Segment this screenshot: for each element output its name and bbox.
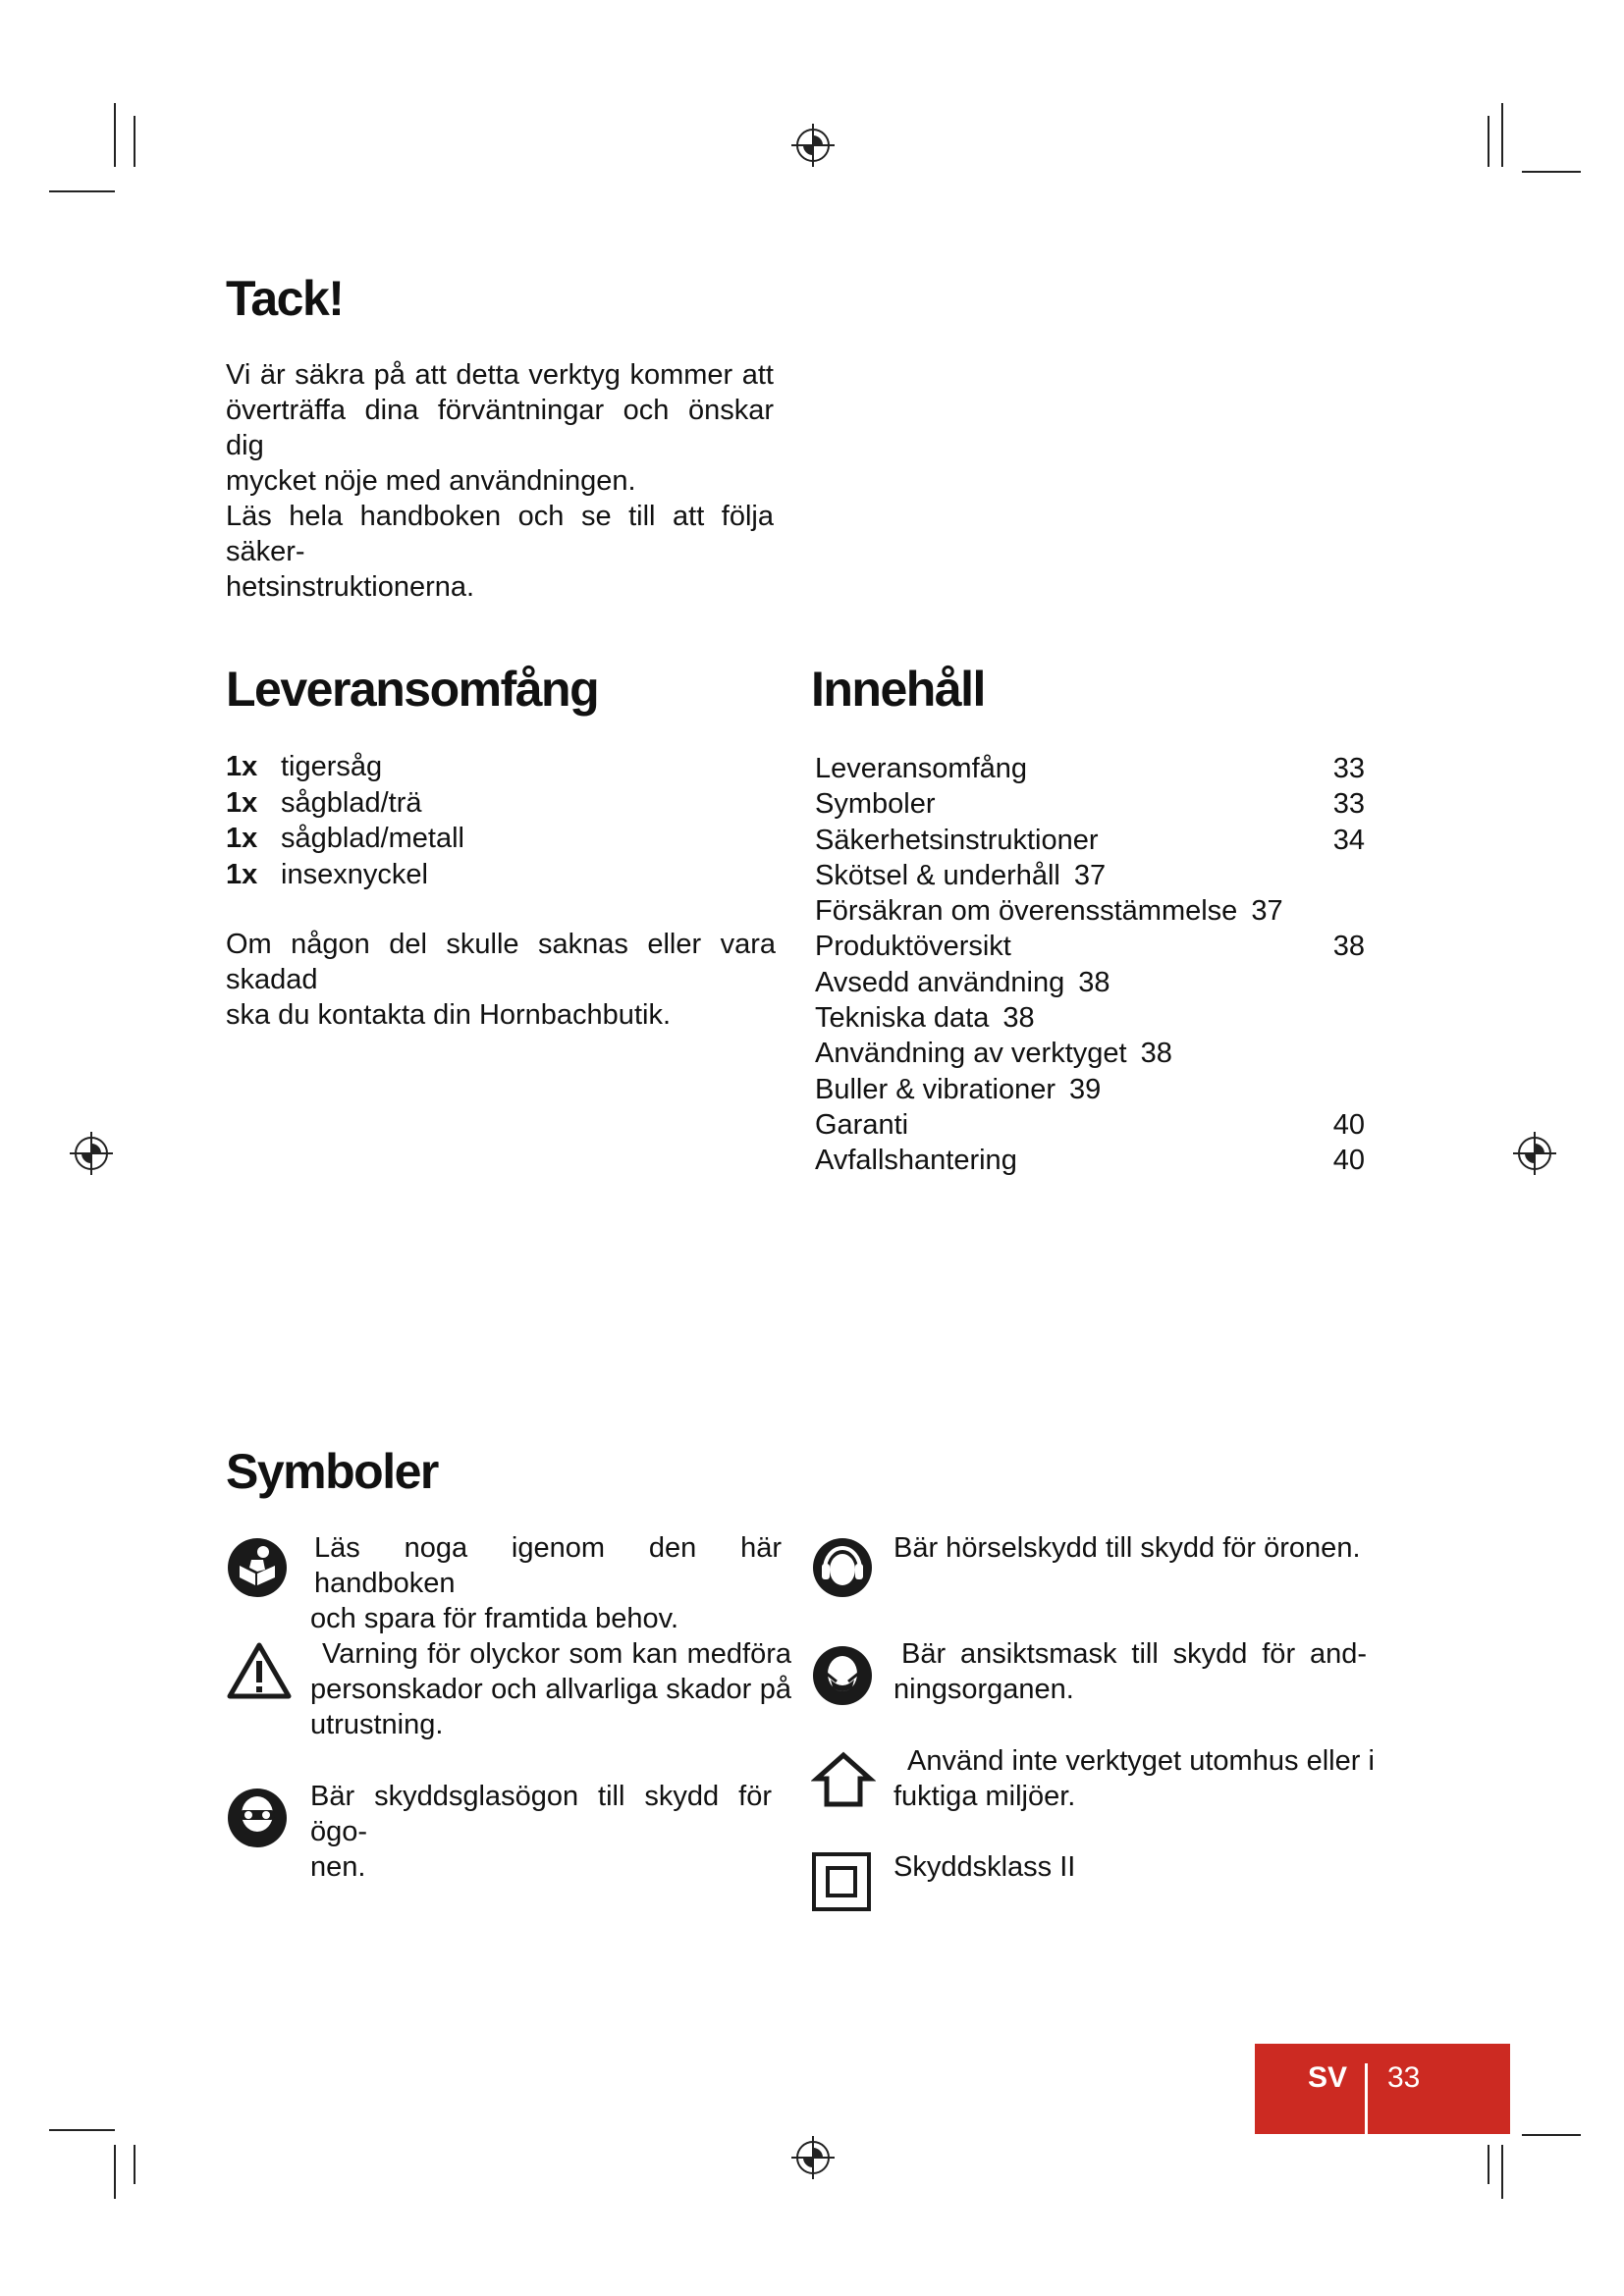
symbol-text (310, 1530, 782, 1636)
tack-line: mycket nöje med användningen. (226, 465, 636, 497)
toc-page: 33 (1332, 788, 1365, 821)
ear-protection-icon (811, 1536, 874, 1599)
toc-row[interactable] (815, 751, 1365, 786)
page-badge (1255, 2044, 1510, 2134)
symbol-line: Använd inte verktyget utomhus eller i (907, 1745, 1375, 1777)
toc-page: 38 (1002, 1002, 1035, 1035)
toc-page: 38 (1332, 931, 1365, 963)
toc-page: 34 (1332, 824, 1365, 856)
toc-row[interactable] (815, 786, 1365, 822)
item-name: sågblad/trä (281, 786, 422, 819)
toc-row[interactable] (815, 823, 1365, 858)
toc-label: Skötsel & underhåll (815, 859, 1060, 891)
list-item (226, 821, 464, 857)
face-mask-icon (811, 1644, 874, 1707)
toc-page: 40 (1332, 1108, 1365, 1141)
toc-label: Avsedd användning (815, 966, 1065, 998)
tack-line: Vi är säkra på att detta verktyg kommer att (226, 359, 774, 391)
toc-row[interactable] (815, 858, 1365, 893)
tack-heading: Tack! (226, 271, 344, 326)
toc-label: Säkerhetsinstruktioner (815, 824, 1099, 856)
toc-row[interactable] (815, 1072, 1365, 1107)
list-item (226, 785, 464, 822)
toc-page: 38 (1078, 966, 1110, 998)
toc-row[interactable] (815, 1036, 1365, 1071)
warning-triangle-icon (226, 1641, 293, 1700)
toc-label: Buller & vibrationer (815, 1073, 1056, 1105)
item-qty: 1x (226, 786, 258, 819)
leverans-note (226, 927, 776, 1033)
toc-page: 38 (1140, 1038, 1172, 1070)
symbol-line: Bär hörselskydd till skydd för öronen. (893, 1532, 1361, 1564)
toc-label: Användning av verktyget (815, 1038, 1127, 1070)
read-manual-icon (226, 1536, 289, 1599)
leverans-heading: Leveransomfång (226, 662, 599, 717)
protection-class-ii-icon (811, 1851, 872, 1912)
symbol-text (893, 1849, 1375, 1885)
symbol-text (893, 1530, 1375, 1566)
toc-page: 40 (1332, 1145, 1365, 1177)
item-name: sågblad/metall (281, 823, 464, 854)
symboler-heading: Symboler (226, 1444, 438, 1499)
note-line: Om någon del skulle saknas eller vara skadad (226, 929, 776, 995)
toc-page: 37 (1251, 895, 1283, 928)
symbol-text (310, 1636, 791, 1742)
language-code: SV (1308, 2061, 1348, 2094)
symbol-line: Läs noga igenom den här handboken (314, 1532, 782, 1599)
toc-row[interactable] (815, 1143, 1365, 1178)
symbol-line: nen. (310, 1851, 366, 1883)
symbol-line: Bär skyddsglasögon till skydd för ögo- (310, 1781, 772, 1847)
symbol-line: Varning för olyckor som kan medföra (322, 1638, 791, 1670)
page-number: 33 (1387, 2061, 1421, 2094)
list-item (226, 857, 464, 893)
symbol-line: och spara för framtida behov. (310, 1603, 679, 1634)
toc-page: 39 (1069, 1073, 1102, 1105)
item-qty: 1x (226, 751, 258, 782)
symbol-text (893, 1743, 1375, 1814)
table-of-contents (815, 751, 1365, 1179)
symbol-text (893, 1636, 1367, 1707)
no-outdoor-use-icon (811, 1749, 876, 1808)
toc-row[interactable] (815, 893, 1365, 929)
item-name: tigersåg (281, 751, 383, 782)
list-item (226, 749, 464, 785)
badge-divider (1365, 2063, 1368, 2134)
toc-label: Produktöversikt (815, 931, 1011, 963)
tack-line: hetsinstruktionerna. (226, 571, 475, 603)
toc-row[interactable] (815, 1107, 1365, 1143)
innehall-heading: Innehåll (811, 662, 985, 717)
symbol-line: fuktiga miljöer. (893, 1781, 1076, 1812)
tack-line: Läs hela handboken och se till att följa säker- (226, 501, 774, 567)
item-name: insexnyckel (281, 858, 428, 890)
toc-row[interactable] (815, 1000, 1365, 1036)
safety-glasses-icon (226, 1787, 289, 1849)
leverans-list (226, 749, 464, 892)
symbol-line: personskador och allvarliga skador på (310, 1674, 791, 1705)
toc-label: Avfallshantering (815, 1145, 1017, 1177)
symbol-text (310, 1779, 772, 1885)
tack-line: överträffa dina förväntningar och önskar dig (226, 395, 774, 461)
symbol-line: Bär ansiktsmask till skydd för and- (901, 1638, 1367, 1670)
toc-row[interactable] (815, 929, 1365, 964)
toc-label: Tekniska data (815, 1002, 990, 1035)
symbol-line: ningsorganen. (893, 1674, 1074, 1705)
symbol-line: utrustning. (310, 1709, 444, 1740)
toc-label: Symboler (815, 788, 936, 821)
toc-page: 33 (1332, 753, 1365, 784)
symbol-line: Skyddsklass II (893, 1851, 1076, 1883)
item-qty: 1x (226, 858, 258, 890)
toc-label: Garanti (815, 1108, 909, 1141)
toc-label: Leveransomfång (815, 753, 1028, 784)
toc-label: Försäkran om överensstämmelse (815, 895, 1238, 928)
toc-page: 37 (1073, 859, 1107, 891)
note-line: ska du kontakta din Hornbachbutik. (226, 999, 671, 1031)
toc-row[interactable] (815, 965, 1365, 1000)
tack-paragraph (226, 357, 774, 605)
item-qty: 1x (226, 823, 258, 854)
